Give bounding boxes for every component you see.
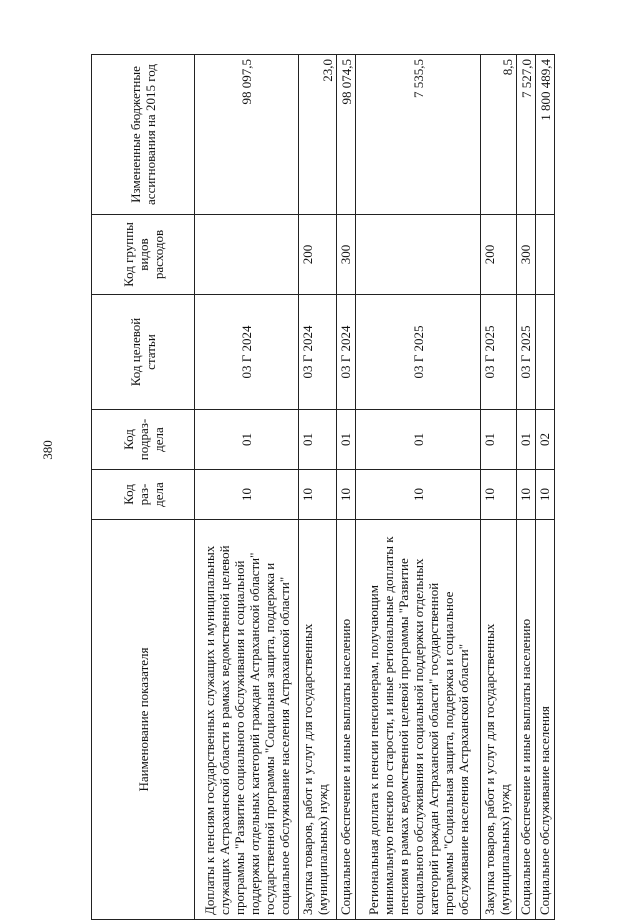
table-row <box>337 55 356 920</box>
table-row <box>536 55 555 920</box>
row-name: Социальное обеспечение и иные выплаты населению <box>517 520 536 920</box>
row-podrazdel: 01 <box>481 410 517 470</box>
row-gruppa: 200 <box>481 215 517 295</box>
table-row <box>299 55 337 920</box>
table-row <box>356 55 481 920</box>
row-razdel: 10 <box>356 470 481 520</box>
row-podrazdel: 01 <box>356 410 481 470</box>
row-razdel: 10 <box>517 470 536 520</box>
row-gruppa <box>195 215 299 295</box>
row-razdel: 10 <box>195 470 299 520</box>
row-name: Социальное обеспечение и иные выплаты населению <box>337 520 356 920</box>
header-podrazdel: Код подраз-дела <box>92 410 195 470</box>
row-razdel: 10 <box>481 470 517 520</box>
row-statya: 03 Г 2025 <box>481 295 517 410</box>
row-name: Закупка товаров, работ и услуг для государственных (муниципальных) нужд <box>299 520 337 920</box>
row-podrazdel: 01 <box>517 410 536 470</box>
row-razdel: 10 <box>299 470 337 520</box>
page-number: 380 <box>40 440 55 460</box>
row-name: Доплаты к пенсиям государственных служащих и муниципальных служащих Астраханской области в рамках ведомственной целевой программы "Развитие социального обслуживания и социальной поддержки отдельных категорий граждан Астраханской области" государственной программы "Социальная защита, поддержка и социальное обслуживание населения Астраханской области" <box>195 520 299 920</box>
row-podrazdel: 01 <box>299 410 337 470</box>
row-name: Закупка товаров, работ и услуг для государственных (муниципальных) нужд <box>481 520 517 920</box>
row-razdel: 10 <box>536 470 555 520</box>
row-podrazdel: 01 <box>195 410 299 470</box>
row-gruppa: 300 <box>337 215 356 295</box>
row-name: Региональная доплата к пенсии пенсионерам, получающим минимальную пенсию по старости, и иные региональные доплаты к пенсиям в рамках ведомственной целевой программы "Развитие социального обслуживания и социальной поддержки отдельных категорий граждан Астраханской области" государственной программы "Социальная защита, поддержка и социальное обслуживание населения Астраханской области" <box>356 520 481 920</box>
row-statya: 03 Г 2025 <box>517 295 536 410</box>
row-summa: 1 800 489,4 <box>536 55 555 215</box>
header-summa: Измененные бюджетные ассигнования на 2015 год <box>92 55 195 215</box>
row-name: Социальное обслуживание населения <box>536 520 555 920</box>
header-name: Наименование показателя <box>92 520 195 920</box>
row-summa: 23,0 <box>299 55 337 215</box>
table-row <box>517 55 536 920</box>
header-statya: Код целевой статьи <box>92 295 195 410</box>
row-gruppa: 300 <box>517 215 536 295</box>
row-razdel: 10 <box>337 470 356 520</box>
row-summa: 98 097,5 <box>195 55 299 215</box>
row-summa: 8,5 <box>481 55 517 215</box>
row-statya: 03 Г 2024 <box>299 295 337 410</box>
row-podrazdel: 02 <box>536 410 555 470</box>
row-gruppa <box>356 215 481 295</box>
row-summa: 98 074,5 <box>337 55 356 215</box>
row-gruppa <box>536 215 555 295</box>
row-summa: 7 535,5 <box>356 55 481 215</box>
row-statya: 03 Г 2024 <box>195 295 299 410</box>
row-statya: 03 Г 2024 <box>337 295 356 410</box>
budget-table <box>91 54 555 920</box>
row-summa: 7 527,0 <box>517 55 536 215</box>
row-gruppa: 200 <box>299 215 337 295</box>
header-razdel: Код раз-дела <box>92 470 195 520</box>
row-podrazdel: 01 <box>337 410 356 470</box>
table-row <box>195 55 299 920</box>
budget-table-container <box>91 55 553 920</box>
row-statya: 03 Г 2025 <box>356 295 481 410</box>
table-header-row <box>92 55 195 920</box>
table-row <box>481 55 517 920</box>
header-gruppa: Код группы видов расходов <box>92 215 195 295</box>
row-statya <box>536 295 555 410</box>
